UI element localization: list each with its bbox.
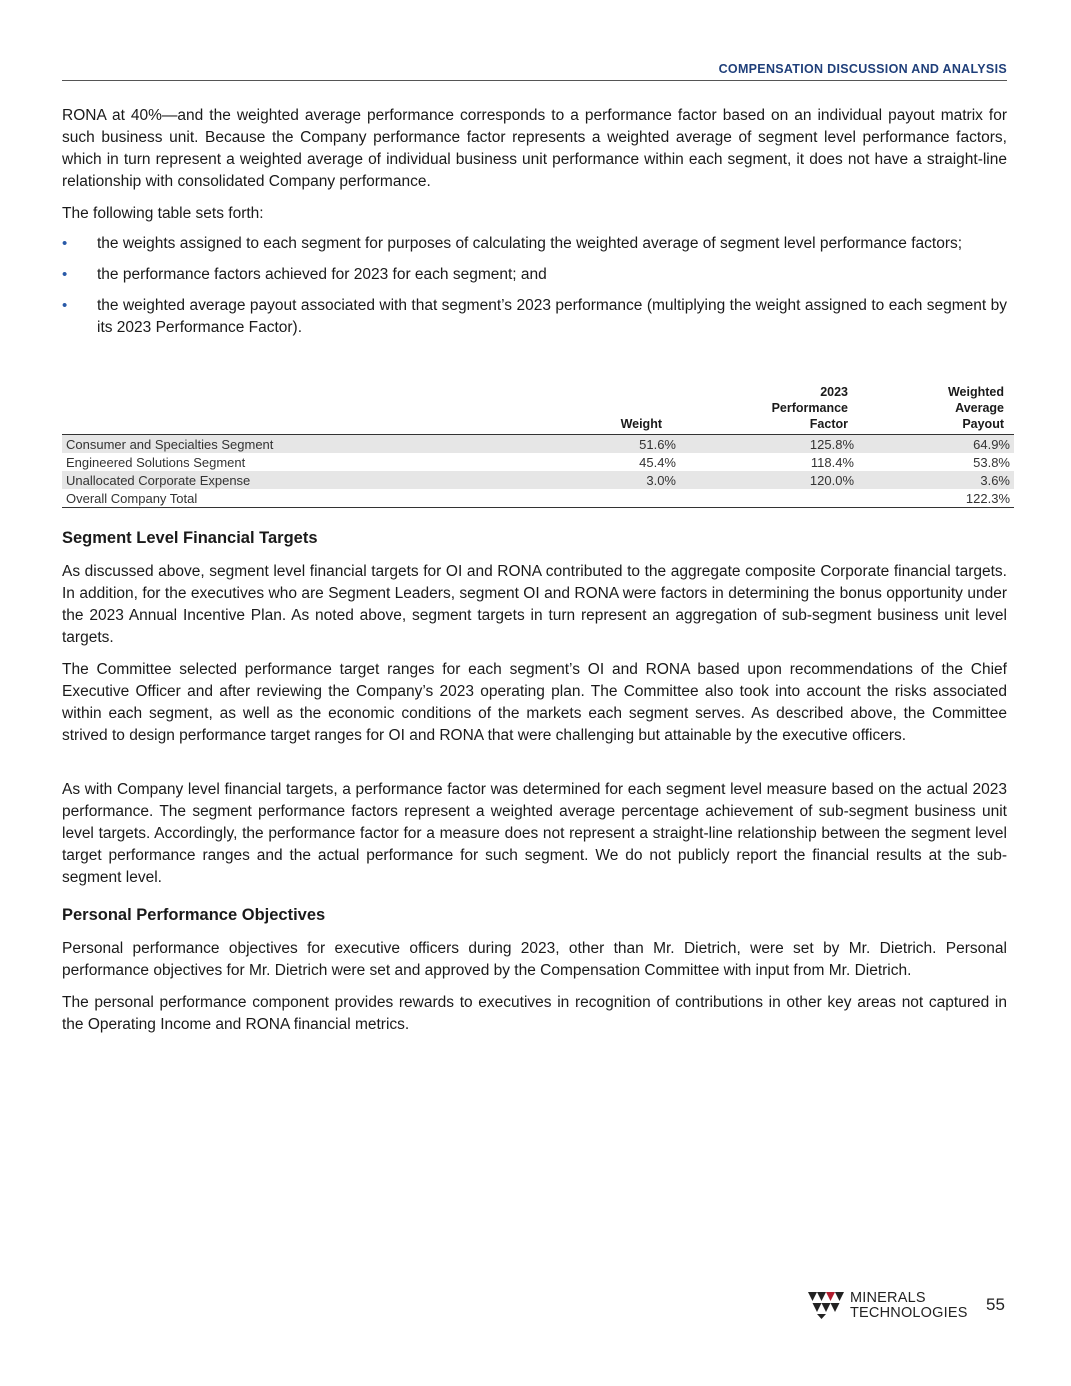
factor-cell: 120.0% <box>680 471 858 489</box>
bullet-list <box>62 233 1007 348</box>
table-lead-text: The following table sets forth: <box>62 205 264 222</box>
table-row <box>62 435 1014 454</box>
company-logo <box>808 1291 968 1323</box>
table-total-row <box>62 489 1014 508</box>
personal-objectives-paragraph-2: The personal performance component provides rewards to executives in recognition of contributions in other key areas not captured in the Operating Income and RONA financial metrics. <box>62 994 1007 1033</box>
payout-cell: 53.8% <box>973 454 1010 470</box>
factor-cell: 125.8% <box>680 435 858 454</box>
weight-cell: 45.4% <box>639 454 676 470</box>
segment-targets-heading: Segment Level Financial Targets <box>62 529 318 547</box>
bullet-icon: • <box>62 235 68 252</box>
weight-cell: 3.0% <box>462 471 680 489</box>
table-row <box>62 453 1014 471</box>
weight-cell: 51.6% <box>462 435 680 454</box>
column-header-weight: Weight <box>462 384 680 435</box>
minerals-technologies-logo-icon <box>808 1291 848 1319</box>
segment-targets-paragraph-3: As with Company level financial targets, a performance factor was determined for each segment level measure based on the actual 2023 performance. The segment performance factors represent a weighted average percentage achievement of sub-segment business unit level targets. Accordingly, the performance factor for a measure does not represent a straight-line relationship between the segment level target performance ranges and the actual performance for such segment. We do not publicly report the financial results at the sub-segment level. <box>62 781 1007 886</box>
table-row <box>62 471 1014 489</box>
logo-wordmark: MINERALS TECHNOLOGIES <box>850 1290 968 1321</box>
factor-cell <box>680 489 858 508</box>
weight-cell <box>462 489 680 508</box>
row-label: Overall Company Total <box>62 489 462 508</box>
row-label: Consumer and Specialties Segment <box>62 435 462 454</box>
payout-cell: 64.9% <box>858 435 1014 454</box>
segment-targets-paragraph-1: As discussed above, segment level financial targets for OI and RONA contributed to the aggregate composite Corporate financial targets. In addition, for the executives who are Segment Leaders, segment OI and RONA were factors in determining the bonus opportunity under the 2023 Annual Incentive Plan. As noted above, segment targets in turn represent an aggregation of sub-segment business unit level targets. <box>62 563 1007 646</box>
section-title: COMPENSATION DISCUSSION AND ANALYSIS <box>718 62 1007 76</box>
row-label: Unallocated Corporate Expense <box>62 471 462 489</box>
table-header-row <box>62 384 1014 435</box>
column-header-payout: Weighted Average Payout <box>858 384 1014 435</box>
section-header <box>62 60 1007 81</box>
segment-targets-paragraph-2: The Committee selected performance target ranges for each segment’s OI and RONA based upon recommendations of the Chief Executive Officer and after reviewing the Company’s 2023 operating plan. The Committee also took into account the risks associated within each segment, as well as the economic conditions of the markets each segment serves. As described above, the Committee strived to design performance target ranges for OI and RONA that were challenging but attainable by the executive officers. <box>62 661 1007 744</box>
payout-cell: 3.6% <box>858 471 1014 489</box>
personal-objectives-heading: Personal Performance Objectives <box>62 906 326 924</box>
bullet-item: • the weighted average payout associated with that segment’s 2023 performance (multiplying the weight assigned to each segment by its 2023 Performance Factor). <box>62 297 1007 336</box>
bullet-item: • the weights assigned to each segment for purposes of calculating the weighted average of segment level performance factors; <box>62 233 1007 255</box>
bullet-icon: • <box>62 297 68 314</box>
bullet-item: • the performance factors achieved for 2023 for each segment; and <box>62 264 1007 286</box>
performance-table <box>62 384 1014 508</box>
personal-objectives-paragraph-1: Personal performance objectives for executive officers during 2023, other than Mr. Dietrich, were set by Mr. Dietrich. Personal performance objectives for Mr. Dietrich were set and approved by the Compensation Committee with input from Mr. Dietrich. <box>62 940 1007 979</box>
page-number: 55 <box>986 1295 1005 1314</box>
row-label: Engineered Solutions Segment <box>66 454 246 470</box>
factor-cell: 118.4% <box>810 454 854 470</box>
column-header-factor: 2023 Performance Factor <box>680 384 858 435</box>
intro-paragraph: RONA at 40%—and the weighted average performance corresponds to a performance factor based on an individual payout matrix for such business unit. Because the Company performance factor represents a weighted average of segment level performance factors, which in turn represent a weighted average of individual business unit performance within each segment, it does not have a straight-line relationship with consolidated Company performance. <box>62 107 1007 190</box>
bullet-icon: • <box>62 266 68 283</box>
payout-cell: 122.3% <box>858 489 1014 508</box>
